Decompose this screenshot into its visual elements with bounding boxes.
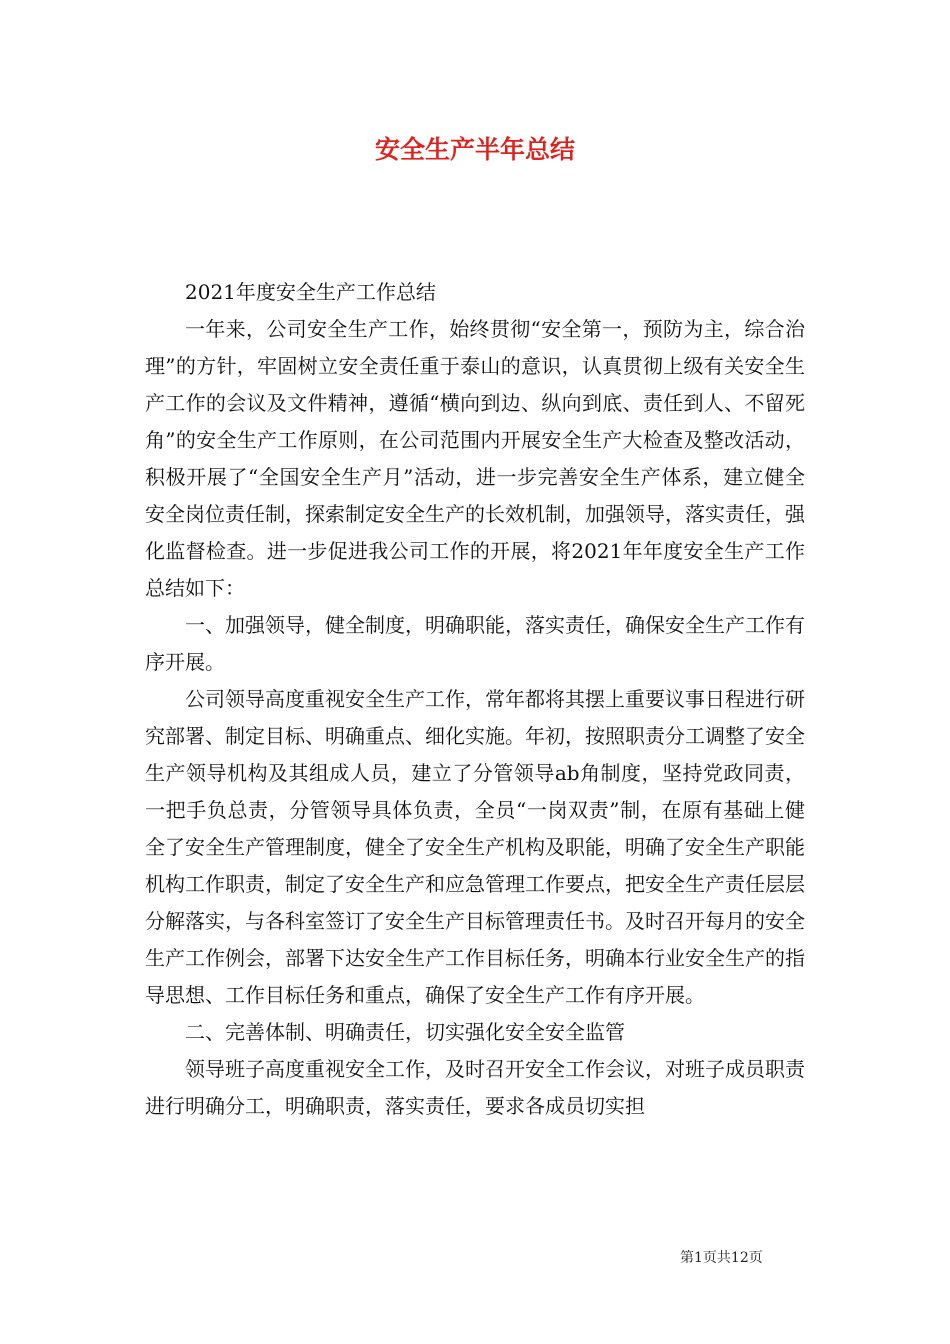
page-title: 安全生产半年总结 (374, 135, 575, 164)
section-heading-2: 二、完善体制、明确责任，切实强化安全安全监管 (185, 1020, 625, 1044)
subtitle-paragraph: 2021年度安全生产工作总结 (185, 280, 436, 304)
document-body (145, 274, 805, 1125)
section-1-paragraph: 公司领导高度重视安全生产工作，常年都将其摆上重要议事日程进行研究部署、制定目标、明确重点、细化实施。年初，按照职责分工调整了安全生产领导机构及其组成人员，建立了分管领导ab角制度，坚持党政同责，一把手负总责，分管领导具体负责，全员“一岗双责”制，在原有基础上健全了安全生产管理制度，健全了安全生产机构及职能，明确了安全生产职能机构工作职责，制定了安全生产和应急管理工作要点，把安全生产责任层层分解落实，与各科室签订了安全生产目标管理责任书。及时召开每月的安全生产工作例会，部署下达安全生产工作目标任务，明确本行业安全生产的指导思想、工作目标任务和重点，确保了安全生产工作有序开展。 (145, 687, 805, 1007)
section-2-paragraph: 领导班子高度重视安全工作，及时召开安全工作会议，对班子成员职责进行明确分工，明确职责，落实责任，要求各成员切实担 (145, 1057, 805, 1118)
page-number-footer: 第1页共12页 (680, 1250, 763, 1266)
intro-paragraph: 一年来，公司安全生产工作，始终贯彻“安全第一，预防为主，综合治理”的方针，牢固树立安全责任重于泰山的意识，认真贯彻上级有关安全生产工作的会议及文件精神，遵循“横向到边、纵向到底、责任到人、不留死角”的安全生产工作原则，在公司范围内开展安全生产大检查及整改活动，积极开展了“全国安全生产月”活动，进一步完善安全生产体系，建立健全安全岗位责任制，探索制定安全生产的长效机制，加强领导，落实责任，强化监督检查。进一步促进我公司工作的开展，将2021年年度安全生产工作总结如下： (145, 317, 805, 600)
section-heading-1: 一、加强领导，健全制度，明确职能，落实责任，确保安全生产工作有序开展。 (145, 613, 805, 674)
